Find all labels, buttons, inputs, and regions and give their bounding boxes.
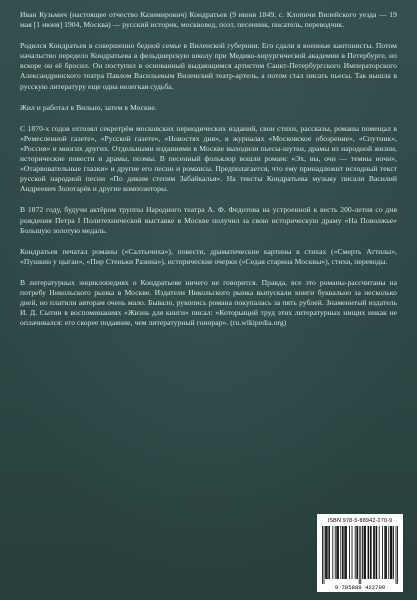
barcode-bar — [384, 526, 385, 579]
barcode-bar — [322, 526, 323, 584]
barcode-bar — [355, 526, 356, 579]
barcode-bar — [359, 526, 360, 584]
paragraph-works: С 1870-х годов ехтолял секретрём московских периодических изданий, свои стихи, рассказы, романы помещал в «Ремесленной газете», «Русской газете», «Новостях дня», в журналах «Московское обозрение», «Спутник», «Россия» и многих других. Отдельными изданиями в Москве выходили пьесы-шутки, драмы из народной жизни, исторические повести и драмы, поэмы. В песенный фольклор вошли романс «Эх, вы, очи — темны ночи», «Отарвовательные глазки» и другие его песни и романсы. Предполагается, что ему принадлежит исходный текст русской народной песни «По диким степям Забайкалья». На тексты Кондратьева музыку писали Василий Андреевич Золотарёв и другие композиторы. — [20, 123, 397, 194]
barcode-bar — [336, 526, 337, 579]
barcode-bar — [368, 526, 369, 579]
barcode-bar — [326, 526, 327, 579]
barcode-bar — [386, 526, 387, 579]
barcode-bar — [379, 526, 380, 579]
barcode-bar — [396, 526, 397, 584]
barcode-bar — [337, 526, 338, 579]
barcode-bar — [344, 526, 345, 579]
paragraph-bio-intro: Иван Кузьмич (настоящее отчество Казимирович) Кондратьев (9 июня 1849, с. Клопичи Вилейского уезда — 19 мая [1 июня] 1904, Москва) — русский историк, москвовед, поэт, песенник, писатель, переводчик. — [20, 10, 397, 30]
barcode-bars — [322, 526, 398, 584]
barcode-bar — [365, 526, 366, 579]
barcode-bar — [332, 526, 333, 579]
barcode-bar — [325, 526, 326, 579]
barcode-bar — [352, 526, 353, 579]
barcode-bar — [362, 526, 363, 579]
barcode-bar — [382, 526, 383, 579]
barcode-bar — [392, 526, 393, 579]
isbn-barcode — [317, 514, 403, 592]
barcode-bar — [388, 526, 389, 579]
barcode-bar — [360, 526, 361, 584]
paragraph-encyclopedias: В литературных энциклопедиях о Кондратьеве ничего не говорится. Правда, все это романы-рассчитаны на потребу Никольского рынка в Москве. Издатели Никольского рынка выпускали книги буквально за несколько дней, но платили авторам очень мало. Бывало, рукопись романа покупалась за пять рублей. Знаменитый издатель И. Д. Сытин в воспоминаниях «Жизнь для книги» писал: «Которыщий труд этих литературных нищих никак не оплачивался: его скорее подаяние, чем литературный гонорар». (ru.wikipedia.org) — [20, 277, 397, 328]
barcode-bar — [324, 526, 325, 584]
paragraph-early-life: Родился Кондратьев в совершенно бедной семье в Виленской губернии. Его сдали в военные кантонисты. Потом начальство передело Кондратьева в фельдшерскую школу при Медико-хирургической академии в Петербурге, но вскоре он её бросил. Он поступил в основанный выдающимся артистом Санкт-Петербургского Императорского Александринского театра Павлом Васильевым Виленский театр-артель, а потом стал писать пьесы. Так вышла в русскую литературу еще одна нелегкая судьба. — [20, 41, 397, 91]
barcode-bar — [390, 526, 391, 579]
isbn-label: ISBN 978-5-88942-270-9 — [327, 518, 393, 524]
barcode-bar — [397, 526, 398, 584]
barcode-bar — [356, 526, 357, 579]
barcode-bar — [376, 526, 377, 579]
barcode-bar — [338, 526, 339, 579]
barcode-bar — [349, 526, 350, 579]
barcode-digits: 9 785889 422709 — [334, 584, 386, 591]
barcode-bar — [364, 526, 365, 579]
barcode-bar — [368, 526, 369, 579]
barcode-bar — [328, 526, 329, 579]
barcode-bar — [357, 526, 358, 579]
barcode-bar — [340, 526, 341, 579]
barcode-bar — [335, 526, 336, 579]
barcode-bar — [345, 526, 346, 579]
barcode-bar — [370, 526, 371, 579]
barcode-bar — [343, 526, 344, 579]
barcode-bar — [371, 526, 372, 579]
barcode-bar — [393, 526, 394, 579]
barcode-bar — [327, 526, 328, 579]
barcode-bar — [342, 526, 343, 579]
barcode-bar — [364, 526, 365, 579]
barcode-bar — [391, 526, 392, 579]
barcode-bar — [376, 526, 377, 579]
barcode-bar — [329, 526, 330, 579]
paragraph-residence: Жил и работал в Вильно, затем в Москве. — [20, 102, 157, 112]
barcode-bar — [374, 526, 375, 579]
paragraph-medal: В 1872 году, будучи актёром труппы Народного театра А. Ф. Федотова на устроенной к весть 200-летия со дня рождения Петра I Политехнической выставке в Москве получил за свою историческую драму «На Поволжье» Большую золотую медаль. — [20, 205, 397, 235]
barcode-bar — [385, 526, 386, 579]
barcode-bar — [373, 526, 374, 579]
barcode-bar — [346, 526, 347, 579]
paragraph-genres: Кондратьев печатал романы («Салтычиха»), повести, драматические картины в стихах («Смерть Аттилы», «Пушкин у цыган», «Пир Стеньки Разина»), исторические очерки («Седая старина Москвы»), стихи, переводы. — [20, 246, 397, 266]
